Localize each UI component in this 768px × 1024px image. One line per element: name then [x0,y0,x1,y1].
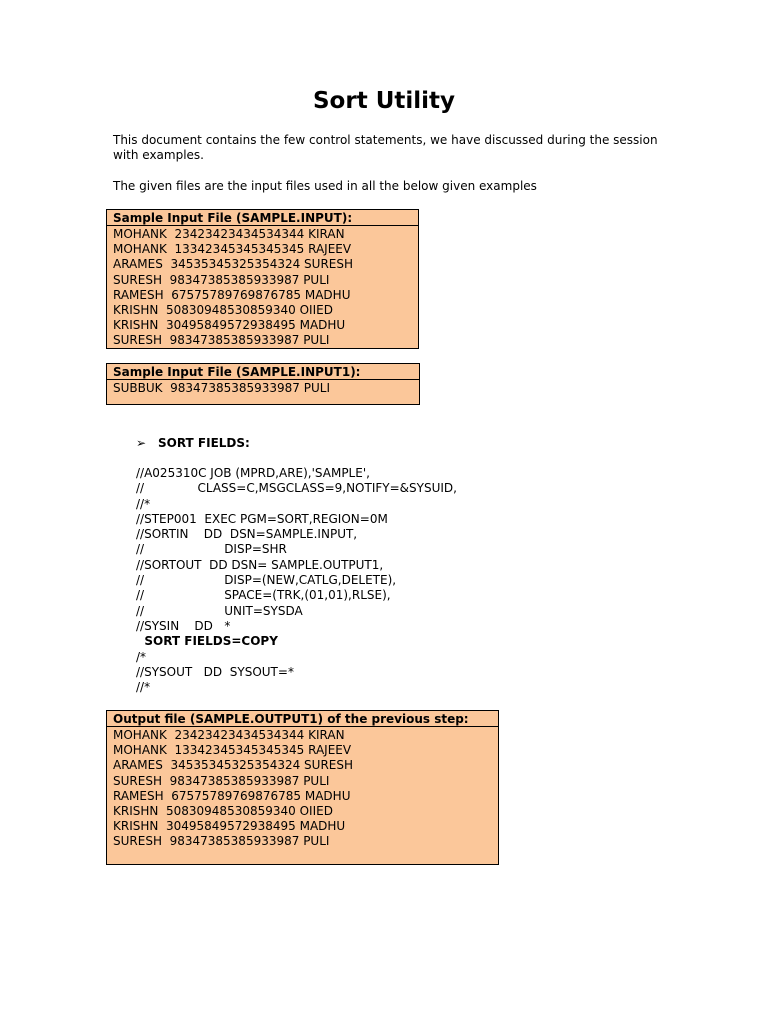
data-row: KRISHN 50830948530859340 OIIED [113,303,333,318]
code-line: //SORTIN DD DSN=SAMPLE.INPUT, [136,527,358,542]
data-row: KRISHN 50830948530859340 OIIED [113,804,333,819]
intro-paragraph: This document contains the few control statements, we have discussed during the session with examples. [113,133,658,162]
page-title: Sort Utility [312,88,456,114]
sample-input1-box [106,363,420,405]
data-row: RAMESH 67575789769876785 MADHU [113,788,351,803]
code-line: // CLASS=C,MSGCLASS=9,NOTIFY=&SYSUID, [136,481,457,496]
code-line: //STEP001 EXEC PGM=SORT,REGION=0M [136,511,388,526]
data-row: MOHANK 23423423434534344 KIRAN [113,227,345,241]
data-row: MOHANK 13342345345345345 RAJEEV [113,242,352,257]
sample-input1-rows [107,380,419,396]
arrow-bullet-icon: ➢ [136,436,147,450]
output-file-rows [107,727,498,850]
output-file-header: Output file (SAMPLE.OUTPUT1) of the previous step: [107,711,498,727]
sort-fields-heading: SORT FIELDS: [158,436,250,450]
code-line: //* [136,496,151,511]
code-line: //A025310C JOB (MPRD,ARE),'SAMPLE', [136,466,370,480]
code-line: // DISP=(NEW,CATLG,DELETE), [136,573,397,588]
code-line-sort-fields: SORT FIELDS=COPY [136,634,278,649]
code-line: //SYSIN DD * [136,618,231,633]
code-line: // SPACE=(TRK,(01,01),RLSE), [136,588,391,603]
data-row: SURESH 98347385385933987 PULI [113,773,330,788]
code-line: //SORTOUT DD DSN= SAMPLE.OUTPUT1, [136,557,384,572]
given-files-paragraph: The given files are the input files used in all the below given examples [113,179,537,193]
data-row: SURESH 98347385385933987 PULI [113,272,330,287]
data-row: RAMESH 67575789769876785 MADHU [113,287,351,302]
code-line: //* [136,680,151,695]
data-row: ARAMES 34535345325354324 SURESH [113,257,354,272]
jcl-code-block [136,466,457,695]
code-line: //SYSOUT DD SYSOUT=* [136,664,294,679]
data-row: MOHANK 23423423434534344 KIRAN [113,728,345,742]
code-line: // DISP=SHR [136,542,287,557]
data-row: ARAMES 34535345325354324 SURESH [113,758,354,773]
sample-input1-header: Sample Input File (SAMPLE.INPUT1): [107,364,419,380]
code-line: // UNIT=SYSDA [136,603,303,618]
sort-fields-bullet [136,436,250,451]
sample-input-header: Sample Input File (SAMPLE.INPUT): [107,210,418,226]
output-file-box [106,710,499,865]
data-row: SURESH 98347385385933987 PULI [113,333,330,348]
data-row: SUBBUK 98347385385933987 PULI [113,381,330,395]
data-row: KRISHN 30495849572938495 MADHU [113,318,346,333]
sample-input-rows [107,226,418,349]
data-row: SURESH 98347385385933987 PULI [113,834,330,849]
data-row: MOHANK 13342345345345345 RAJEEV [113,743,352,758]
data-row: KRISHN 30495849572938495 MADHU [113,819,346,834]
sample-input-box [106,209,419,349]
code-line: /* [136,649,147,664]
